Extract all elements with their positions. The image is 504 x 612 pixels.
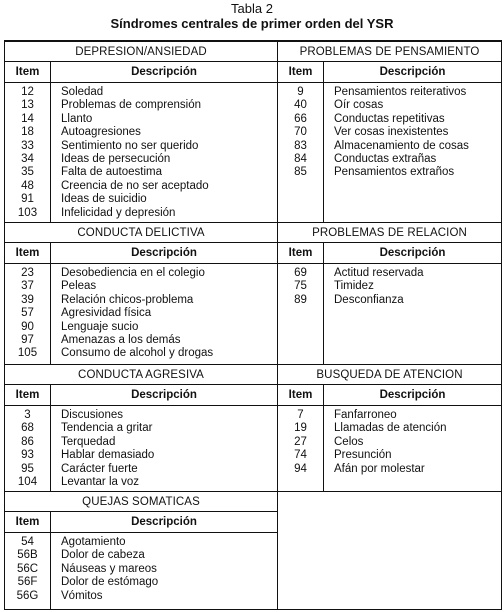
item-description: Desconfianza bbox=[334, 293, 404, 306]
item-description: Afán por molestar bbox=[334, 462, 425, 475]
section-body bbox=[278, 83, 501, 222]
item-description: Oír cosas bbox=[334, 99, 384, 112]
item-description: Sentimiento no ser querido bbox=[61, 139, 199, 152]
item-number-column bbox=[5, 533, 51, 610]
section-title: PROBLEMAS DE PENSAMIENTO bbox=[278, 42, 501, 62]
item-description: Vómitos bbox=[61, 589, 103, 602]
item-number: 93 bbox=[21, 449, 34, 462]
item-number: 95 bbox=[21, 462, 34, 475]
item-number: 14 bbox=[21, 112, 34, 125]
item-description: Lenguaje sucio bbox=[61, 320, 139, 333]
description-column-header: Descripción bbox=[131, 247, 197, 259]
item-description: Llamadas de atención bbox=[334, 422, 447, 435]
section-body bbox=[278, 264, 501, 364]
item-description: Consumo de alcohol y drogas bbox=[61, 347, 214, 360]
item-number: 12 bbox=[21, 86, 34, 98]
item-number-column bbox=[278, 83, 324, 222]
item-description: Pensamientos extraños bbox=[334, 166, 455, 179]
column-header-row bbox=[5, 512, 277, 533]
item-number: 91 bbox=[21, 193, 34, 206]
description-column-header: Descripción bbox=[131, 389, 197, 401]
section-title: CONDUCTA AGRESIVA bbox=[5, 365, 277, 385]
item-number-column bbox=[278, 264, 324, 364]
section-body bbox=[278, 406, 501, 491]
item-number: 13 bbox=[21, 99, 34, 112]
item-description: Conductas repetitivas bbox=[334, 112, 445, 125]
section-body bbox=[5, 264, 277, 364]
item-description: Discusiones bbox=[61, 409, 123, 421]
item-description: Levantar la voz bbox=[61, 475, 139, 488]
description-column-header: Descripción bbox=[131, 516, 197, 528]
item-description: Pensamientos reiterativos bbox=[334, 86, 467, 98]
item-number: 48 bbox=[21, 179, 34, 192]
item-description: Peleas bbox=[61, 280, 97, 293]
item-column-header: Item bbox=[5, 512, 51, 532]
item-description: Desobediencia en el colegio bbox=[61, 267, 205, 279]
item-description: Timidez bbox=[334, 280, 374, 293]
item-description: Almacenamiento de cosas bbox=[334, 139, 469, 152]
item-number: 56B bbox=[17, 549, 38, 562]
item-number: 7 bbox=[297, 409, 304, 421]
item-number: 104 bbox=[17, 475, 38, 488]
section-conducta-delictiva bbox=[5, 223, 278, 365]
column-header-row bbox=[5, 385, 277, 406]
item-description: Ideas de persecución bbox=[61, 152, 171, 165]
item-description: Autoagresiones bbox=[61, 126, 141, 139]
item-number: 56C bbox=[16, 562, 39, 575]
item-number: 9 bbox=[297, 86, 304, 98]
item-column-header: Item bbox=[278, 62, 324, 82]
description-column bbox=[324, 264, 501, 364]
item-number: 105 bbox=[17, 347, 38, 360]
item-column-header: Item bbox=[5, 243, 51, 263]
section-body bbox=[5, 533, 277, 610]
section-conducta-agresiva bbox=[5, 365, 278, 492]
column-header-row bbox=[5, 62, 277, 83]
item-description: Presunción bbox=[334, 449, 392, 462]
item-number: 89 bbox=[294, 293, 307, 306]
item-number-column bbox=[5, 406, 51, 491]
item-number: 86 bbox=[21, 435, 34, 448]
table-caption-number: Tabla 2 bbox=[231, 1, 273, 16]
item-description: Fanfarroneo bbox=[334, 409, 397, 421]
description-column bbox=[51, 406, 277, 491]
column-header-row bbox=[278, 62, 501, 83]
item-number: 19 bbox=[294, 422, 307, 435]
item-number: 66 bbox=[294, 112, 307, 125]
item-description: Hablar demasiado bbox=[61, 449, 155, 462]
item-number: 27 bbox=[294, 435, 307, 448]
item-number: 54 bbox=[21, 536, 34, 548]
item-description: Problemas de comprensión bbox=[61, 99, 201, 112]
item-number: 97 bbox=[21, 333, 34, 346]
item-column-header: Item bbox=[5, 62, 51, 82]
description-column-header: Descripción bbox=[379, 247, 446, 259]
item-number: 83 bbox=[294, 139, 307, 152]
description-column bbox=[51, 264, 277, 364]
item-description: Carácter fuerte bbox=[61, 462, 138, 475]
item-number: 40 bbox=[294, 99, 307, 112]
item-description: Agresividad física bbox=[61, 307, 152, 320]
table-caption-title: Síndromes centrales de primer orden del YSR bbox=[110, 16, 394, 31]
item-description: Dolor de estómago bbox=[61, 576, 159, 589]
section-title: QUEJAS SOMATICAS bbox=[5, 492, 277, 512]
item-number: 57 bbox=[21, 307, 34, 320]
item-number: 3 bbox=[24, 409, 31, 421]
description-column-header: Descripción bbox=[379, 66, 446, 78]
item-number: 56G bbox=[16, 589, 39, 602]
section-body bbox=[5, 406, 277, 491]
syndromes-table bbox=[4, 40, 502, 610]
item-number: 85 bbox=[294, 166, 307, 179]
item-number-column bbox=[278, 406, 324, 491]
item-description: Relación chicos-problema bbox=[61, 293, 194, 306]
section-quejas-somaticas bbox=[5, 492, 278, 610]
section-body bbox=[5, 83, 277, 222]
item-description: Ideas de suicidio bbox=[61, 193, 147, 206]
description-column-header: Descripción bbox=[131, 66, 197, 78]
section-problemas-pensamiento bbox=[278, 42, 501, 223]
item-number: 37 bbox=[21, 280, 34, 293]
item-description: Infelicidad y depresión bbox=[61, 206, 176, 219]
item-description: Celos bbox=[334, 435, 364, 448]
description-column bbox=[51, 83, 277, 222]
item-column-header: Item bbox=[5, 385, 51, 405]
column-header-row bbox=[5, 243, 277, 264]
item-column-header: Item bbox=[278, 243, 324, 263]
item-description: Ver cosas inexistentes bbox=[334, 126, 449, 139]
column-header-row bbox=[278, 243, 501, 264]
item-number: 69 bbox=[294, 267, 307, 279]
item-number: 35 bbox=[21, 166, 34, 179]
section-title: DEPRESION/ANSIEDAD bbox=[5, 42, 277, 62]
item-number: 33 bbox=[21, 139, 34, 152]
description-column bbox=[51, 533, 277, 610]
item-number: 34 bbox=[21, 152, 34, 165]
item-description: Amenazas a los demás bbox=[61, 333, 181, 346]
item-description: Llanto bbox=[61, 112, 93, 125]
item-description: Soledad bbox=[61, 86, 104, 98]
item-number-column bbox=[5, 264, 51, 364]
section-depresion-ansiedad bbox=[5, 42, 278, 223]
item-description: Creencia de no ser aceptado bbox=[61, 179, 209, 192]
item-description: Terquedad bbox=[61, 435, 116, 448]
item-number-column bbox=[5, 83, 51, 222]
item-number: 70 bbox=[294, 126, 307, 139]
item-description: Conductas extrañas bbox=[334, 152, 437, 165]
item-number: 18 bbox=[21, 126, 34, 139]
section-problemas-relacion bbox=[278, 223, 501, 365]
item-description: Dolor de cabeza bbox=[61, 549, 145, 562]
description-column bbox=[324, 83, 501, 222]
column-header-row bbox=[278, 385, 501, 406]
section-title: CONDUCTA DELICTIVA bbox=[5, 223, 277, 243]
item-column-header: Item bbox=[278, 385, 324, 405]
item-description: Falta de autoestima bbox=[61, 166, 163, 179]
item-description: Tendencia a gritar bbox=[61, 422, 153, 435]
item-number: 94 bbox=[294, 462, 307, 475]
description-column-header: Descripción bbox=[379, 389, 446, 401]
item-description: Agotamiento bbox=[61, 536, 126, 548]
item-number: 74 bbox=[294, 449, 307, 462]
item-number: 56F bbox=[17, 576, 38, 589]
description-column bbox=[324, 406, 501, 491]
section-busqueda-atencion bbox=[278, 365, 501, 492]
item-number: 23 bbox=[21, 267, 34, 279]
item-number: 75 bbox=[294, 280, 307, 293]
item-number: 103 bbox=[17, 206, 38, 219]
item-description: Náuseas y mareos bbox=[61, 562, 157, 575]
item-number: 90 bbox=[21, 320, 34, 333]
item-number: 84 bbox=[294, 152, 307, 165]
item-description: Actitud reservada bbox=[334, 267, 424, 279]
section-title: BUSQUEDA DE ATENCION bbox=[278, 365, 501, 385]
item-number: 68 bbox=[21, 422, 34, 435]
item-number: 39 bbox=[21, 293, 34, 306]
section-title: PROBLEMAS DE RELACION bbox=[278, 223, 501, 243]
